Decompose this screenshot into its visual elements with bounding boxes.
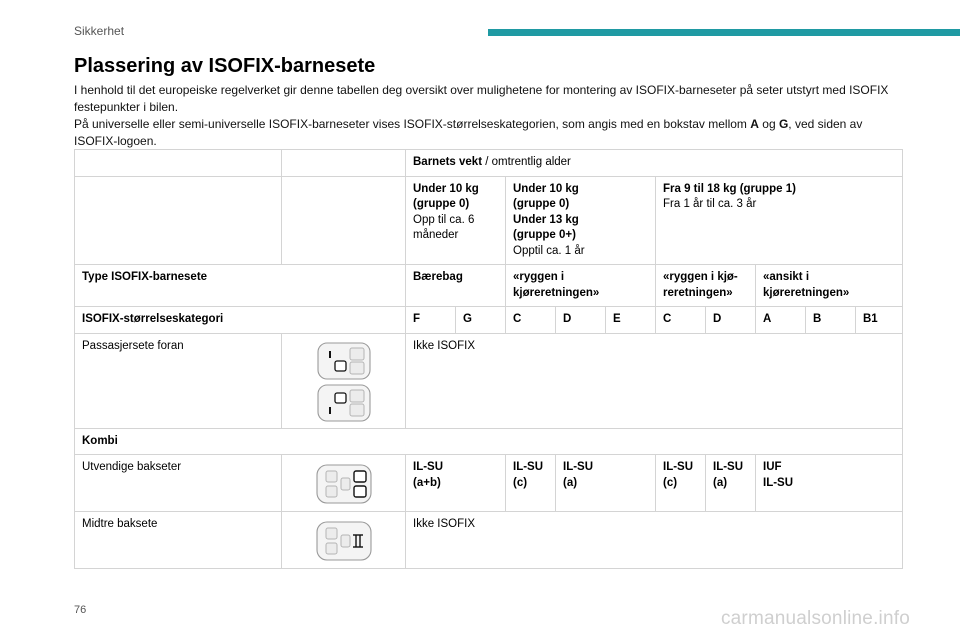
- type-rear-facing-2: «ryggen i kjø-reretningen»: [656, 265, 756, 307]
- table-row: [75, 455, 903, 512]
- table-row: [75, 176, 903, 265]
- row-label-middle-rear: Midtre baksete: [75, 512, 282, 569]
- outer-cell-fg: IL-SU (a+b): [406, 455, 506, 512]
- group-0-cell: Under 10 kg (gruppe 0) Opp til ca. 6 måneder: [406, 176, 506, 265]
- intro-paragraph-2: På universelle eller semi-universelle ISOFIX-barneseter vises ISOFIX-størrelseskategorien, som angis med en bokstav mellom A og G, ved siden av ISOFIX-logoen.: [74, 117, 863, 148]
- size-cell: G: [456, 307, 506, 334]
- type-label: Type ISOFIX-barnesete: [75, 265, 406, 307]
- size-cell: E: [606, 307, 656, 334]
- car-outer-rear-seats-icon: [282, 455, 406, 512]
- weight-header: Barnets vekt / omtrentlig alder: [406, 150, 903, 177]
- size-cell: D: [706, 307, 756, 334]
- middle-value: Ikke ISOFIX: [406, 512, 903, 569]
- car-middle-rear-seat-icon: [282, 512, 406, 569]
- isofix-table: [74, 149, 903, 569]
- row-label-front: Passasjersete foran: [75, 333, 282, 428]
- size-label: ISOFIX-størrelseskategori: [75, 307, 406, 334]
- type-rear-facing-1: «ryggen i kjøreretningen»: [506, 265, 656, 307]
- type-carrycot: Bærebag: [406, 265, 506, 307]
- table-row: [75, 428, 903, 455]
- size-cell: F: [406, 307, 456, 334]
- group-1-cell: Fra 9 til 18 kg (gruppe 1) Fra 1 år til ca. 3 år: [656, 176, 903, 265]
- table-row: [75, 307, 903, 334]
- table-row: [75, 512, 903, 569]
- page-number: 76: [74, 604, 87, 616]
- size-cell: B1: [856, 307, 903, 334]
- group-0plus-cell: Under 10 kg (gruppe 0) Under 13 kg (gruppe 0+) Opptil ca. 1 år: [506, 176, 656, 265]
- front-value: Ikke ISOFIX: [406, 333, 903, 428]
- type-forward-facing: «ansikt i kjøreretningen»: [756, 265, 903, 307]
- size-cell: A: [756, 307, 806, 334]
- outer-cell-forward: IUF IL-SU: [756, 455, 903, 512]
- watermark: carmanualsonline.info: [720, 608, 910, 629]
- table-row: [75, 333, 903, 428]
- size-cell: C: [656, 307, 706, 334]
- intro-paragraph-1: I henhold til det europeiske regelverket gir denne tabellen deg oversikt over mulighetene for montering av ISOFIX-barneseter på seter utstyrt med ISOFIX festepunkter i bilen.: [74, 83, 889, 114]
- page-title: Plassering av ISOFIX-barnesete: [74, 55, 376, 77]
- outer-cell-de: IL-SU (a): [556, 455, 656, 512]
- intro-text: [74, 82, 904, 150]
- row-label-outer-rear: Utvendige bakseter: [75, 455, 282, 512]
- outer-cell-c2: IL-SU (c): [656, 455, 706, 512]
- table-row: [75, 265, 903, 307]
- row-label-kombi: Kombi: [75, 428, 903, 455]
- accent-bar: [488, 29, 960, 36]
- size-cell: B: [806, 307, 856, 334]
- section-label: Sikkerhet: [74, 24, 125, 38]
- car-front-seat-icon: [282, 333, 406, 428]
- outer-cell-d2: IL-SU (a): [706, 455, 756, 512]
- size-cell: D: [556, 307, 606, 334]
- outer-cell-c: IL-SU (c): [506, 455, 556, 512]
- size-cell: C: [506, 307, 556, 334]
- table-row: [75, 150, 903, 177]
